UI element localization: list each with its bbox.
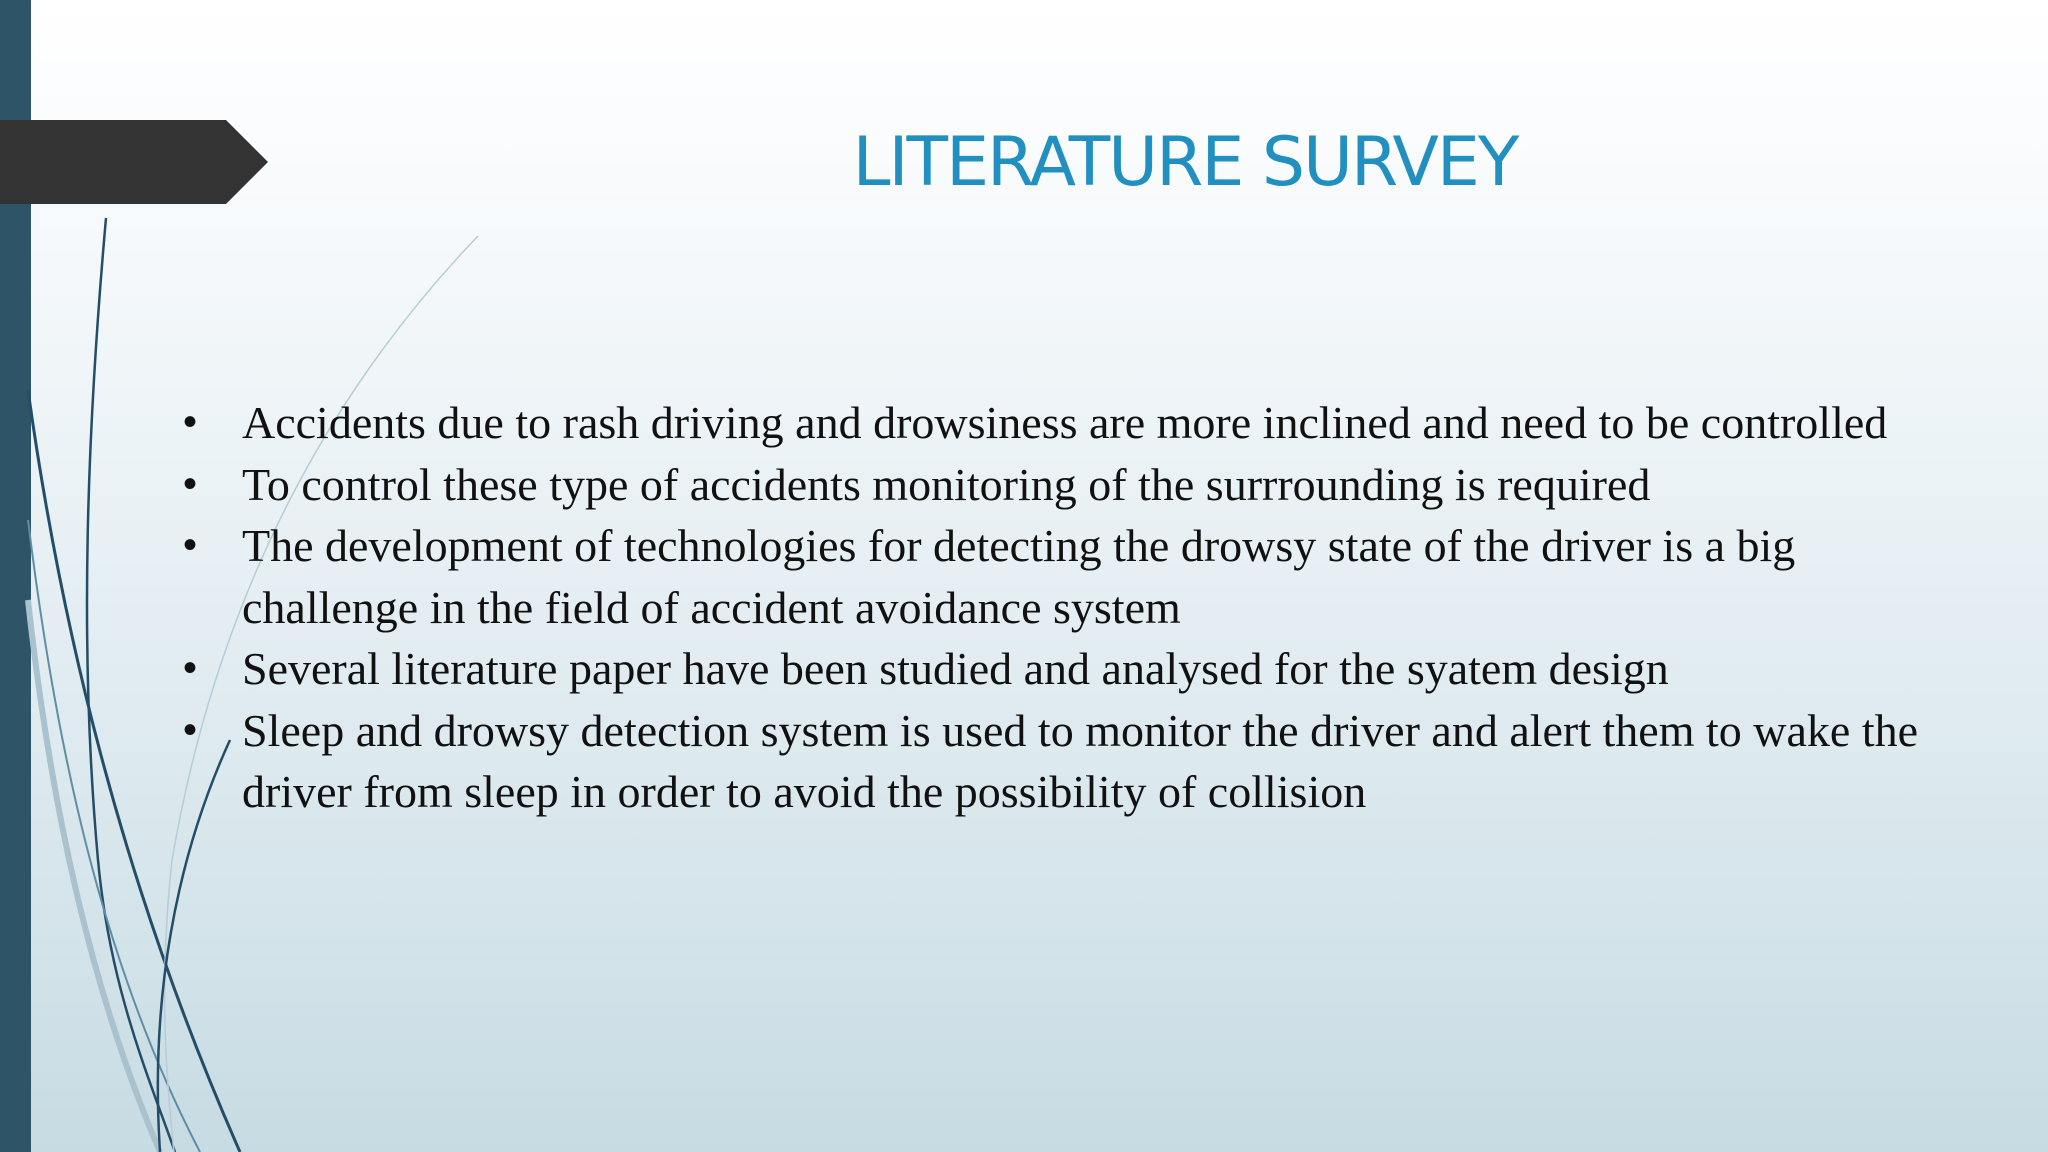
list-item: [183, 454, 1943, 516]
bullet-icon: •: [183, 400, 198, 444]
bullet-list: [183, 392, 1943, 823]
bullet-icon: •: [183, 707, 198, 752]
bullet-text: To control these type of accidents monitoring of the surrrounding is required: [242, 458, 1651, 510]
bullet-icon: •: [183, 646, 198, 690]
bullet-text: The development of technologies for detecting the drowsy state of the driver is a big challenge in the field of accident avoidance system: [242, 520, 1796, 633]
bullet-text: Accidents due to rash driving and drowsiness are more inclined and need to be controlled: [242, 397, 1888, 448]
list-item: [183, 700, 1943, 823]
bullet-icon: •: [183, 461, 198, 506]
bullet-icon: •: [183, 523, 198, 567]
list-item: [183, 638, 1943, 700]
list-item: [183, 392, 1943, 454]
bullet-text: Several literature paper have been studied and analysed for the syatem design: [242, 643, 1669, 694]
list-item: [183, 515, 1943, 638]
bullet-text: Sleep and drowsy detection system is used to monitor the driver and alert them to wake the driver from sleep in order to avoid the possibility of collision: [242, 704, 1919, 817]
slide-title: LITERATURE SURVEY: [852, 123, 1518, 202]
